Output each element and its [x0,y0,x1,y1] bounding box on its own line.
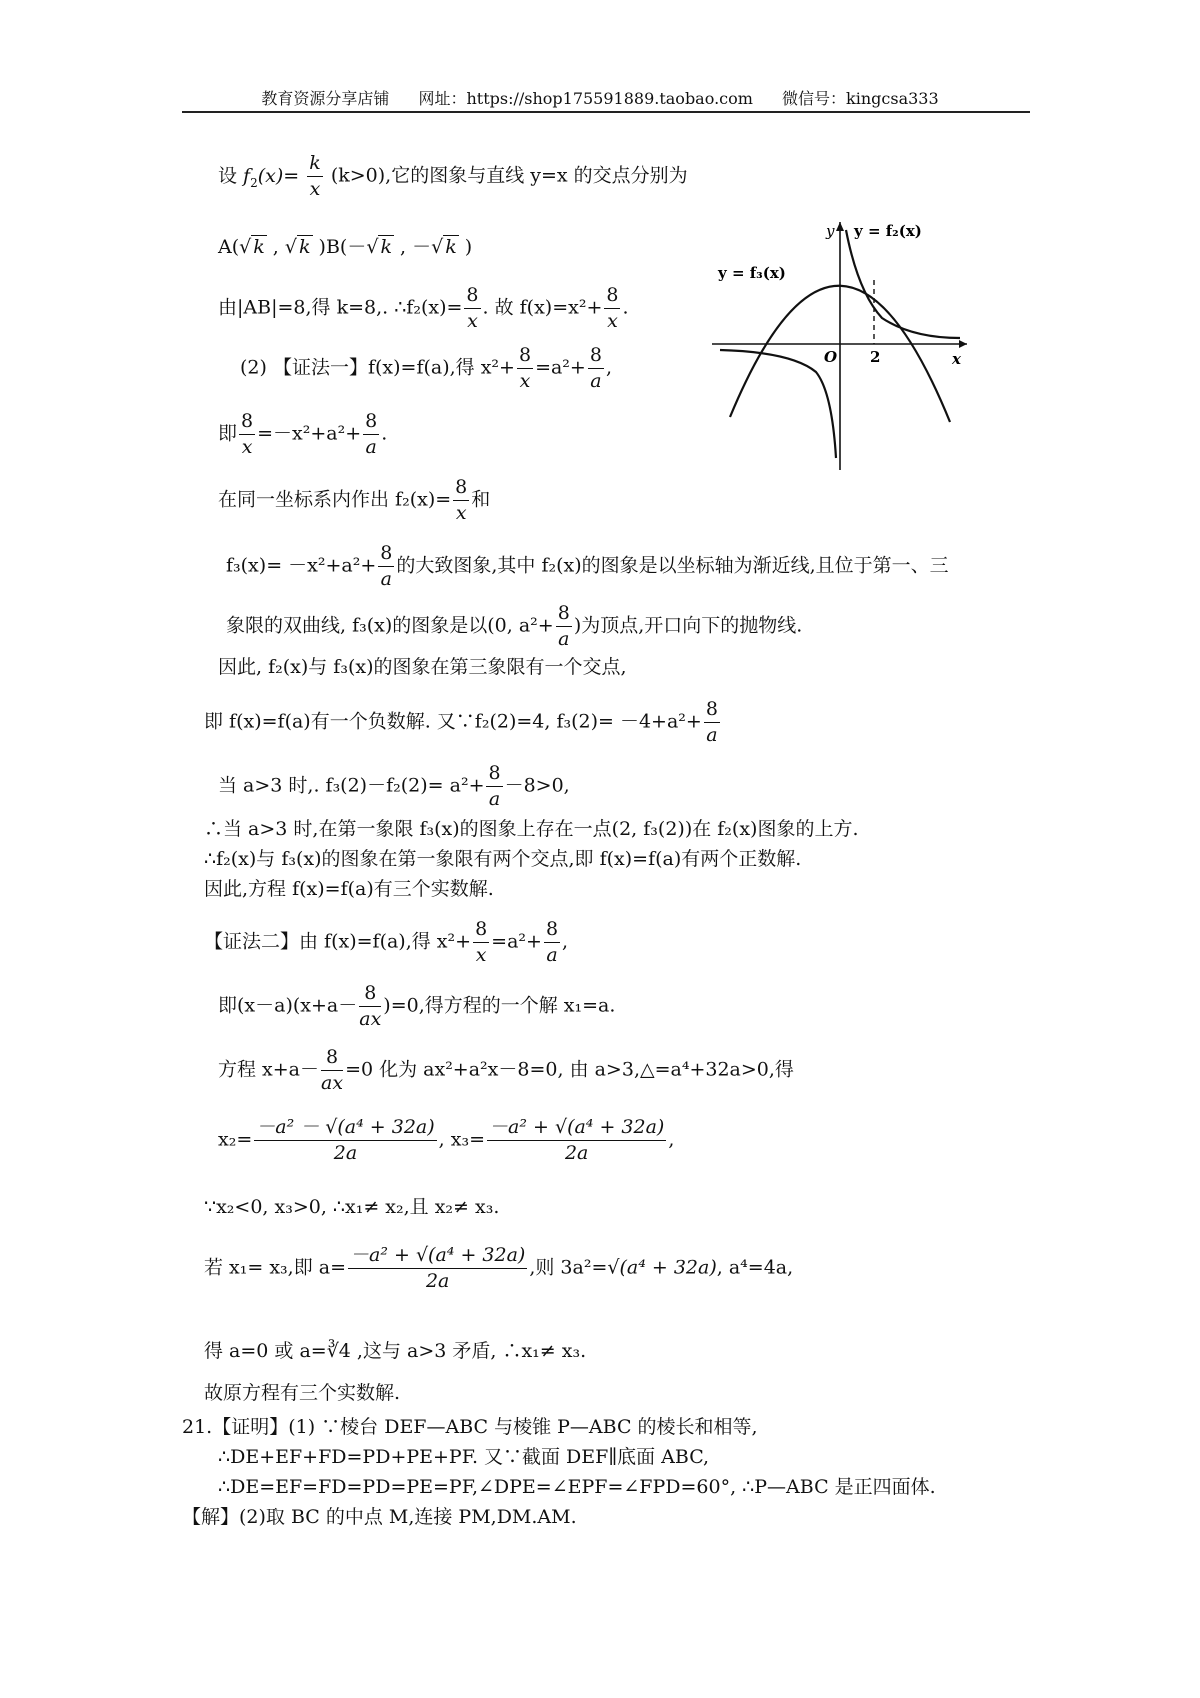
line-14: 因此,方程 f(x)=f(a)有三个实数解. [204,878,494,900]
line-26: 【解】(2)取 BC 的中点 M,连接 PM,DM.AM. [182,1506,577,1528]
line-13: ∴f₂(x)与 f₃(x)的图象在第一象限有两个交点,即 f(x)=f(a)有两个正数解. [204,848,802,870]
hyperbola-f2-q3 [720,350,836,458]
line-21: 得 a=0 或 a=∛4 ,这与 a>3 矛盾, ∴x₁≠ x₃. [204,1340,587,1362]
line-6: 在同一坐标系内作出 f₂(x)= $\frac{8}{x}$ 和 [218,476,491,524]
line-10: 即 f(x)=f(a)有一个负数解. 又∵f₂(2)=4, f₃(2)= －4+a²+ $\frac{8}{a}$ [204,698,718,746]
line-11: 当 a>3 时,. f₃(2)－f₂(2)= a²+ $\frac{8}{a}$ －8>0, [218,762,570,810]
line-2: A(√ k , √ k )B(－√ k , －√ k ) [218,236,473,258]
header-shop-name: 教育资源分享店铺 [261,89,390,108]
label-f3: y = f₃(x) [718,264,786,282]
line-16: 即(x－a)(x+a－ $\frac{8}{ax}$ )=0,得方程的一个解 x₁=a. [218,982,616,1030]
line-17: 方程 x+a－ $\frac{8}{ax}$ =0 化为 ax²+a²x－8=0, 由 a>3,△=a⁴+32a>0,得 [218,1046,794,1094]
label-y: y [826,222,835,240]
line-22: 故原方程有三个实数解. [204,1382,401,1404]
x-axis-arrow [959,340,967,348]
label-f2: y = f₂(x) [854,222,922,240]
line-12: ∴当 a>3 时,在第一象限 f₃(x)的图象上存在一点(2, f₃(2))在 f₂(x)图象的上方. [204,818,859,840]
y-axis-arrow [836,222,844,231]
page-header [0,86,1200,109]
header-rule [182,111,1030,113]
line-20: 若 x₁= x₃,即 a= $\frac{\text{－a² + √(a⁴ + 32a)}}{2a}$ ,则 3a²=√(a⁴ + 32a), a⁴=4a, [204,1244,794,1292]
line-4: (2) 【证法一】f(x)=f(a),得 x²+ $\frac{8}{x}$ =a²+ $\frac{8}{a}$ , [240,344,612,392]
hyperbola-f2-q1 [846,230,960,338]
line-1: 设 $f_2(x)=$ $\frac{k}{x}$ (k>0),它的图象与直线 y=x 的交点分别为 [218,152,688,200]
line-3: 由|AB|=8,得 k=8,. ∴f₂(x)= $\frac{8}{x}$ . 故 f(x)=x²+ $\frac{8}{x}$ . [218,284,629,332]
function-graph [712,222,972,472]
line-7: f₃(x)= －x²+a²+ $\frac{8}{a}$ 的大致图象,其中 f₂(x)的图象是以坐标轴为渐近线,且位于第一、三 [226,542,949,590]
line-24: ∴DE+EF+FD=PD+PE+PF. 又∵截面 DEF∥底面 ABC, [218,1446,710,1468]
line-15: 【证法二】由 f(x)=f(a),得 x²+ $\frac{8}{x}$ =a²+ $\frac{8}{a}$ , [204,918,569,966]
line-9: 因此, f₂(x)与 f₃(x)的图象在第三象限有一个交点, [218,656,627,678]
line-8: 象限的双曲线, f₃(x)的图象是以(0, a²+ $\frac{8}{a}$ )为顶点,开口向下的抛物线. [226,602,803,650]
line-23: 21.【证明】(1) ∵棱台 DEF—ABC 与棱锥 P—ABC 的棱长和相等, [182,1416,758,1438]
label-two: 2 [870,348,881,366]
line-25: ∴DE=EF=FD=PD=PE=PF,∠DPE=∠EPF=∠FPD=60°, ∴P—ABC 是正四面体. [218,1476,936,1498]
fraction-k-over-x: $\frac{k}{x}$ [309,152,321,200]
line-5: 即 $\frac{8}{x}$ =－x²+a²+ $\frac{8}{a}$ . [218,410,388,458]
label-x: x [952,350,961,368]
header-wechat: 微信号：kingcsa333 [782,89,939,108]
header-url: 网址：https://shop175591889.taobao.com [418,89,753,108]
label-origin: O [824,348,838,366]
line-18: x₂= $\frac{\text{－a² － √(a⁴ + 32a)}}{2a}$ , x₃= $\frac{\text{－a² + √(a⁴ + 32a)}}{2a}$ , [218,1116,675,1164]
line-19: ∵x₂<0, x₃>0, ∴x₁≠ x₂,且 x₂≠ x₃. [204,1196,500,1218]
